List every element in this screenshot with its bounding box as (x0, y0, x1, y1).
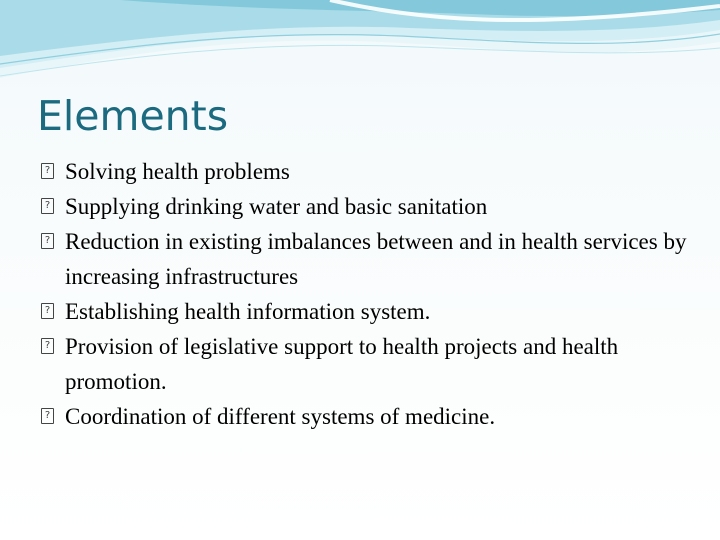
bullet-item (40, 224, 700, 294)
bullet-item (40, 189, 700, 224)
bullet-text: Coordination of different systems of medicine. (65, 404, 496, 429)
missing-glyph-bullet-icon (41, 408, 54, 424)
missing-glyph-bullet-icon (41, 338, 54, 354)
bullet-text: Supplying drinking water and basic sanitation (65, 194, 488, 219)
bullet-text: Establishing health information system. (65, 299, 431, 324)
bullet-text: Reduction in existing imbalances between and in health services by increasing infrastructures (65, 229, 687, 289)
bullet-list (40, 154, 700, 434)
missing-glyph-bullet-icon (41, 198, 54, 214)
missing-glyph-bullet-icon (41, 303, 54, 319)
missing-glyph-bullet-icon (41, 233, 54, 249)
missing-glyph-bullet-icon (41, 163, 54, 179)
bullet-item (40, 329, 700, 399)
bullet-item (40, 399, 700, 434)
decorative-wave-banner (0, 0, 720, 90)
bullet-text: Solving health problems (65, 159, 290, 184)
slide-title: Elements (37, 92, 229, 140)
bullet-item (40, 294, 700, 329)
bullet-text: Provision of legislative support to health projects and health promotion. (65, 334, 619, 394)
bullet-item (40, 154, 700, 189)
